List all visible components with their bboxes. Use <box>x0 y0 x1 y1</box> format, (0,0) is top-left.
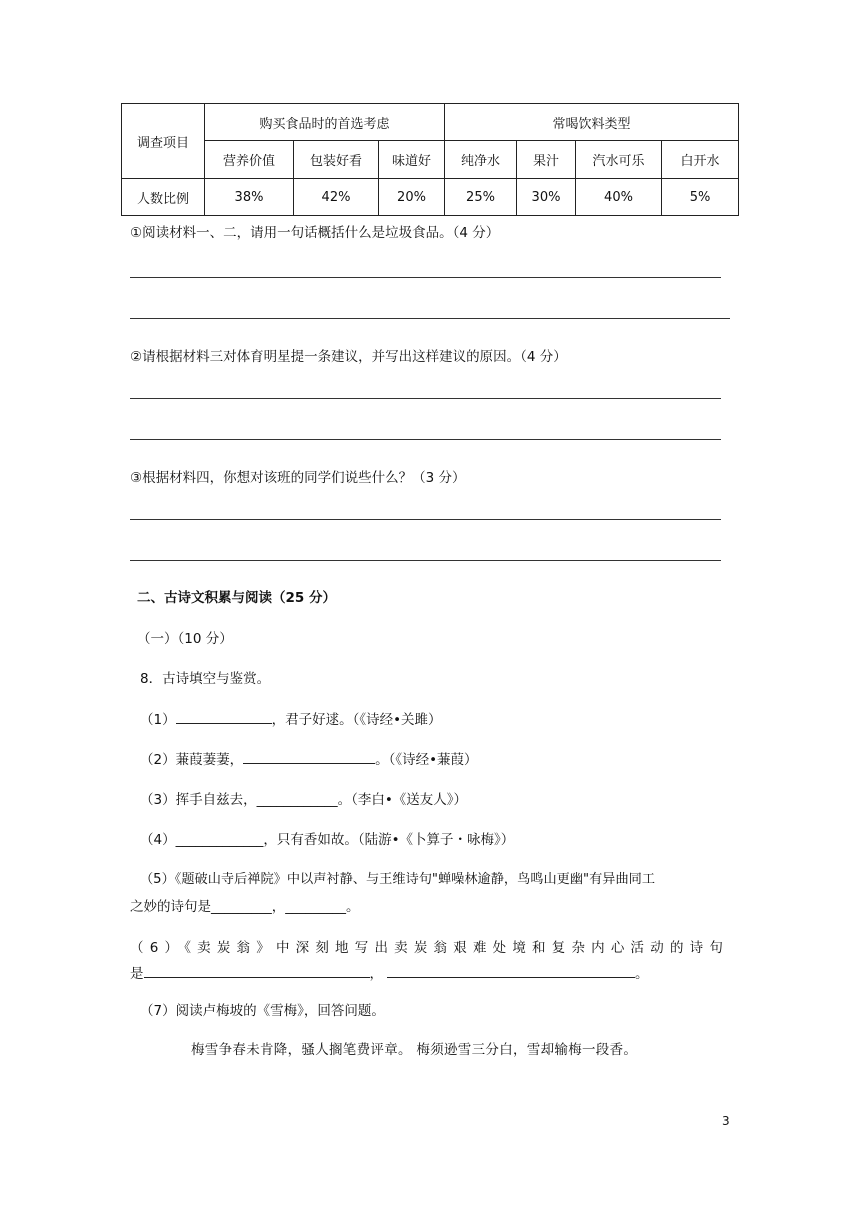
question-3: ③根据材料四，你想对该班的同学们说些什么？（3 分） <box>130 470 466 486</box>
table-cell: 30% <box>517 179 576 216</box>
table-cell: 40% <box>576 179 662 216</box>
answer-line <box>130 277 721 278</box>
fill-item-1: （1） ，君子好逑。（《诗经•关雎） <box>140 708 442 728</box>
table-cell: 5% <box>662 179 739 216</box>
table-column-header: 纯净水 <box>445 141 517 179</box>
fill-item-7: （7）阅读卢梅坡的《雪梅》，回答问题。 <box>140 1003 385 1019</box>
answer-blank <box>387 963 635 978</box>
poem-text: 梅雪争春未肯降，骚人搁笔费评章。 梅须逊雪三分白，雪却输梅一段香。 <box>191 1042 638 1058</box>
table-group-food: 购买食品时的首选考虑 <box>205 104 445 141</box>
page-number: 3 <box>722 1114 730 1128</box>
answer-line <box>130 398 721 399</box>
answer-line <box>130 318 730 319</box>
table-column-header: 包装好看 <box>294 141 379 179</box>
table-column-header: 果汁 <box>517 141 576 179</box>
answer-line <box>130 439 721 440</box>
fill-item-2: （2）蒹葭萋萋， 。（《诗经•蒹葭） <box>140 748 478 768</box>
answer-line <box>130 519 721 520</box>
table-column-header: 白开水 <box>662 141 739 179</box>
table-cell: 38% <box>205 179 294 216</box>
answer-blank <box>144 963 370 978</box>
subsection-heading: （一）（10 分） <box>137 631 233 647</box>
table-group-drinks: 常喝饮料类型 <box>445 104 739 141</box>
survey-table <box>121 103 739 216</box>
fill-item-6-line-2: 是 ， 。 <box>130 962 649 982</box>
fill-item-6-line-1: （6）《卖炭翁》中深刻地写出卖炭翁艰难处境和复杂内心活动的诗句 <box>130 940 730 956</box>
fill-item-3: （3）挥手自兹去，____________。（李白•《送友人》） <box>140 792 468 808</box>
answer-blank <box>176 709 272 724</box>
table-cell: 25% <box>445 179 517 216</box>
answer-line <box>130 560 721 561</box>
question-2: ②请根据材料三对体育明星提一条建议，并写出这样建议的原因。（4 分） <box>130 349 567 365</box>
table-cell: 42% <box>294 179 379 216</box>
question-8: 8．古诗填空与鉴赏。 <box>140 671 271 687</box>
table-column-header: 汽水可乐 <box>576 141 662 179</box>
fill-item-5-line-1: （5）《题破山寺后禅院》中以声衬静、与王维诗句"蝉噪林逾静，鸟鸣山更幽"有异曲同工 <box>140 872 656 887</box>
fill-item-5-line-2: 之妙的诗句是_________，_________。 <box>130 899 360 915</box>
fill-item-4: （4）_____________，只有香如故。（陆游•《卜算子・咏梅》） <box>140 832 515 848</box>
section-heading: 二、古诗文积累与阅读（25 分） <box>137 590 336 606</box>
table-column-header: 味道好 <box>379 141 445 179</box>
table-row-header: 调查项目 <box>122 104 205 179</box>
table-cell: 20% <box>379 179 445 216</box>
table-column-header: 营养价值 <box>205 141 294 179</box>
table-row-label: 人数比例 <box>122 179 205 216</box>
question-1: ①阅读材料一、二，请用一句话概括什么是垃圾食品。（4 分） <box>130 225 500 241</box>
answer-blank <box>243 749 375 764</box>
